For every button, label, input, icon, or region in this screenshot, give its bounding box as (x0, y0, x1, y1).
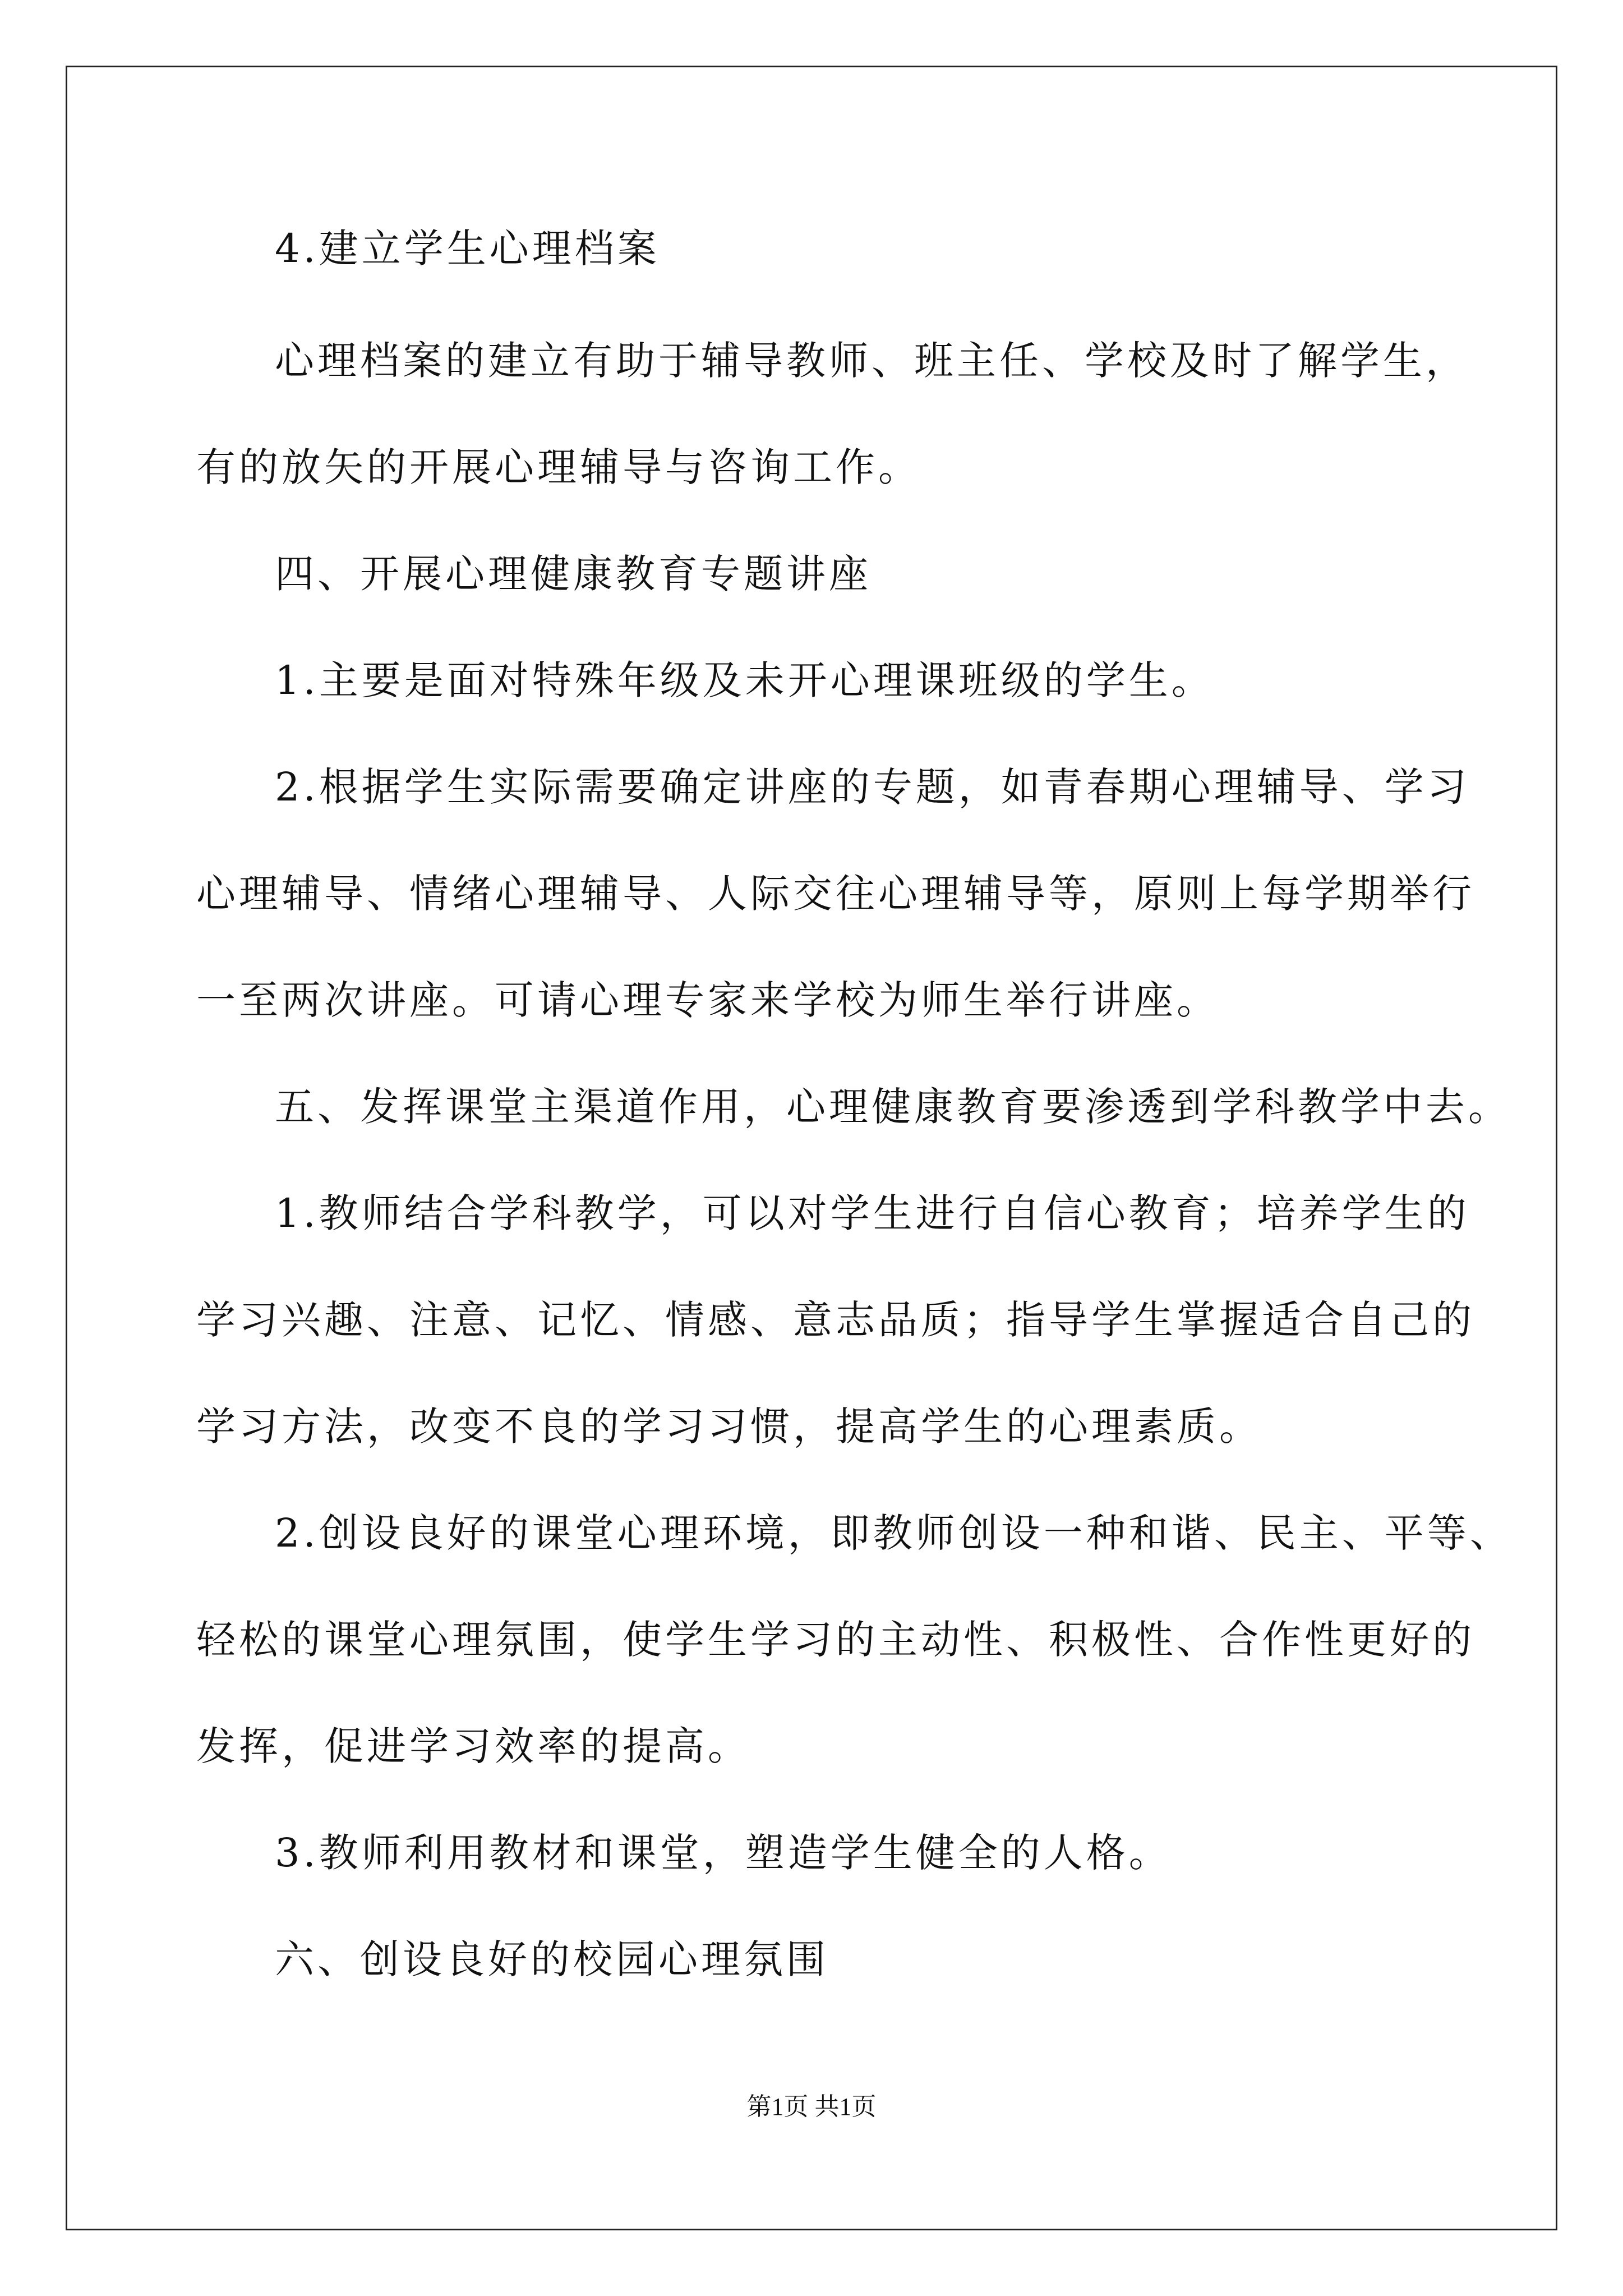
paragraph-line: 2.创设良好的课堂心理环境，即教师创设一种和谐、民主、平等、 (275, 1510, 1513, 1556)
heading-4-student-archive: 4.建立学生心理档案 (275, 226, 660, 272)
page-number-footer: 第1页 共1页 (746, 2093, 877, 2120)
section-heading-4: 四、开展心理健康教育专题讲座 (275, 551, 872, 597)
paragraph-line: 1.教师结合学科教学，可以对学生进行自信心教育；培养学生的 (275, 1190, 1470, 1236)
paragraph-line: 学习兴趣、注意、记忆、情感、意志品质；指导学生掌握适合自己的 (196, 1297, 1475, 1343)
paragraph-line: 心理辅导、情绪心理辅导、人际交往心理辅导等，原则上每学期举行 (196, 871, 1475, 917)
paragraph-line: 轻松的课堂心理氛围，使学生学习的主动性、积极性、合作性更好的 (196, 1617, 1475, 1663)
paragraph-line: 有的放矢的开展心理辅导与咨询工作。 (196, 444, 921, 490)
paragraph-line: 心理档案的建立有助于辅导教师、班主任、学校及时了解学生， (275, 338, 1468, 384)
paragraph-line: 发挥，促进学习效率的提高。 (196, 1723, 750, 1769)
paragraph-line: 一至两次讲座。可请心理专家来学校为师生举行讲座。 (196, 977, 1219, 1023)
section-heading-5: 五、发挥课堂主渠道作用，心理健康教育要渗透到学科教学中去。 (275, 1084, 1511, 1130)
paragraph-line: 3.教师利用教材和课堂，塑造学生健全的人格。 (275, 1830, 1172, 1876)
paragraph-line: 学习方法，改变不良的学习习惯，提高学生的心理素质。 (196, 1404, 1262, 1450)
section-heading-6: 六、创设良好的校园心理氛围 (275, 1936, 829, 1982)
paragraph-line: 2.根据学生实际需要确定讲座的专题，如青春期心理辅导、学习 (275, 764, 1470, 810)
page-border (66, 66, 1557, 2230)
paragraph-line: 1.主要是面对特殊年级及未开心理课班级的学生。 (275, 657, 1214, 703)
